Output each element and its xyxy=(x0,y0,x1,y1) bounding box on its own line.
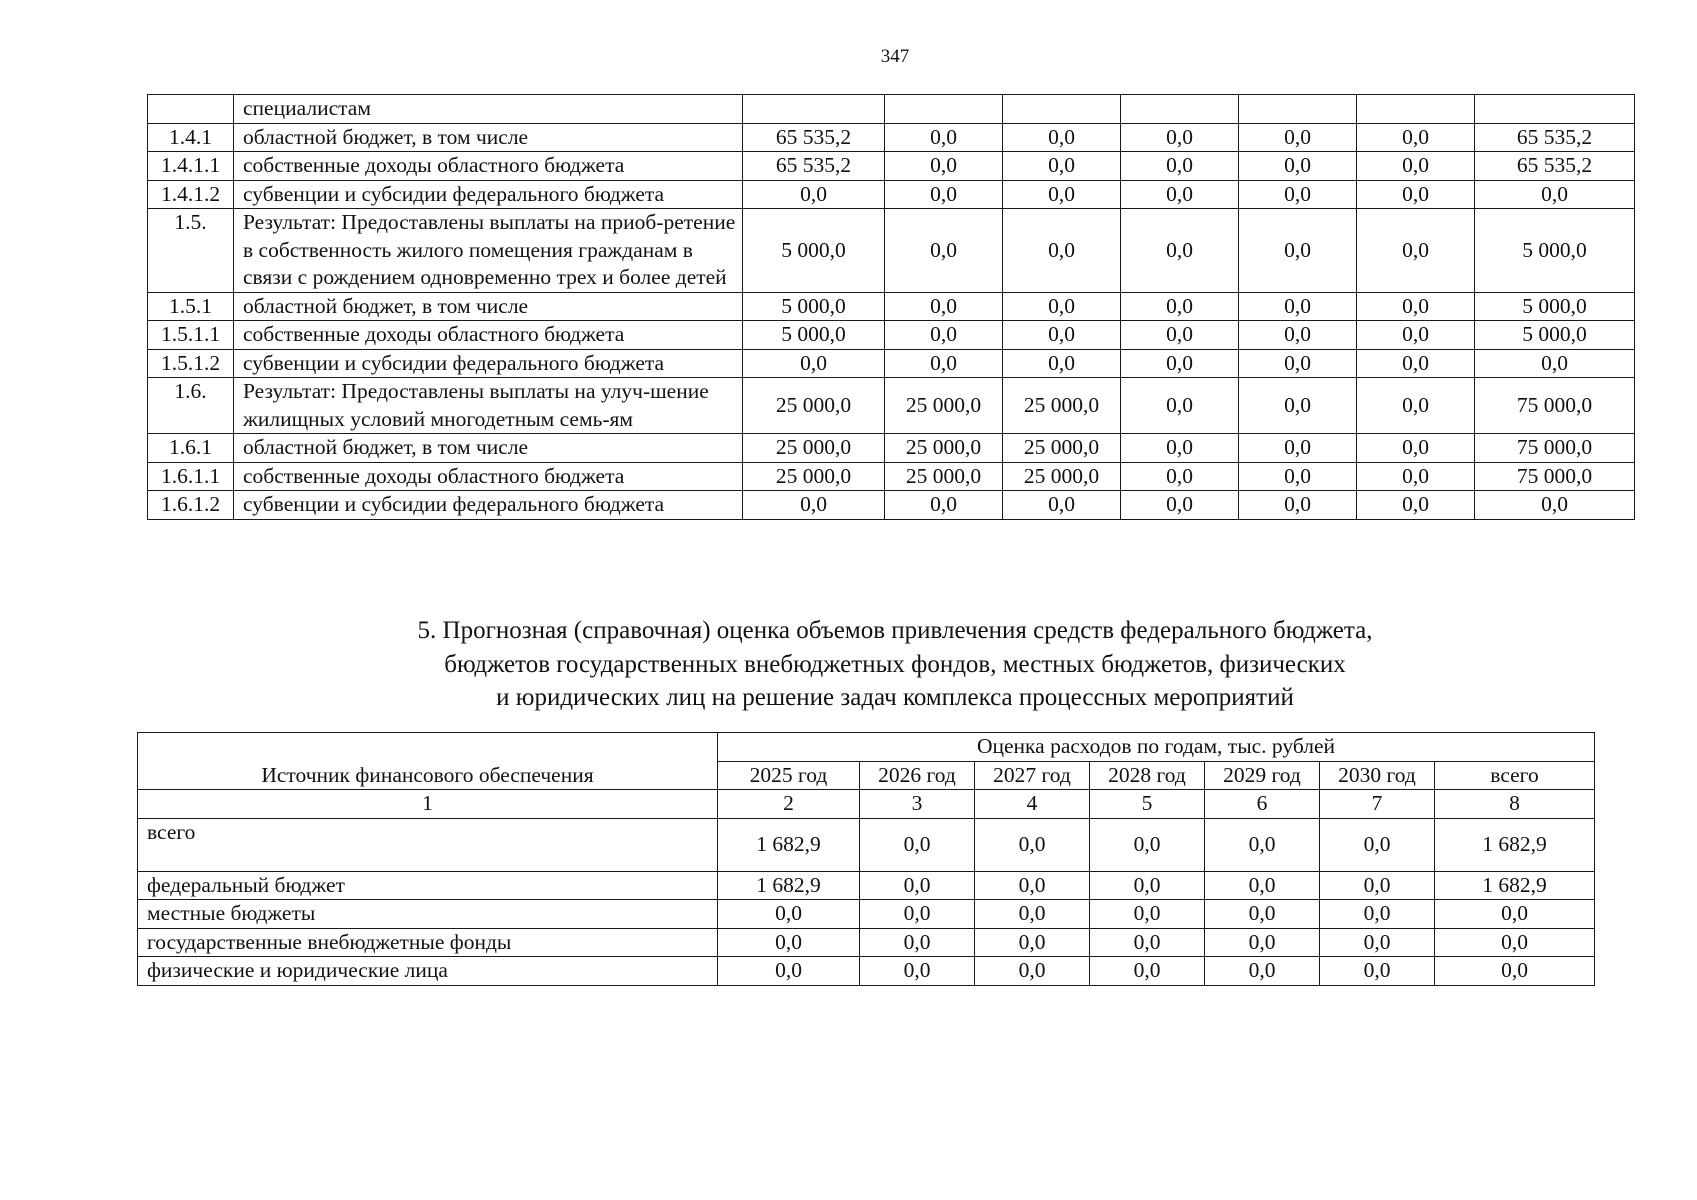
row-name: областной бюджет, в том числе xyxy=(234,123,743,152)
section-title-line-2: бюджетов государственных внебюджетных фондов, местных бюджетов, физических xyxy=(444,650,1346,678)
table-row xyxy=(138,928,1595,957)
row-value xyxy=(1239,95,1357,124)
source-value: 0,0 xyxy=(1090,928,1205,957)
header-group: Оценка расходов по годам, тыс. рублей xyxy=(718,733,1595,762)
row-name: Результат: Предоставлены выплаты на улуч-шение жилищных условий многодетным семь-ям xyxy=(234,378,743,434)
row-value xyxy=(1121,95,1239,124)
source-value: 0,0 xyxy=(1435,900,1595,929)
row-value: 0,0 xyxy=(1121,152,1239,181)
table-row xyxy=(148,180,1635,209)
col-number: 1 xyxy=(138,790,718,819)
header-row-1 xyxy=(138,733,1595,762)
col-number: 3 xyxy=(860,790,975,819)
table-row xyxy=(148,209,1635,293)
row-value: 0,0 xyxy=(1357,152,1475,181)
row-value: 0,0 xyxy=(1357,180,1475,209)
header-year: 2028 год xyxy=(1090,761,1205,790)
row-number: 1.5.1.1 xyxy=(148,321,234,350)
row-value: 25 000,0 xyxy=(885,434,1003,463)
row-number: 1.6.1.1 xyxy=(148,462,234,491)
row-number: 1.4.1 xyxy=(148,123,234,152)
source-value: 0,0 xyxy=(860,900,975,929)
row-value xyxy=(743,95,885,124)
row-value: 0,0 xyxy=(743,349,885,378)
table-row xyxy=(148,152,1635,181)
page-number: 347 xyxy=(880,46,910,67)
source-value: 0,0 xyxy=(718,928,860,957)
source-value: 0,0 xyxy=(1320,818,1435,871)
row-value: 75 000,0 xyxy=(1475,378,1635,434)
source-value: 0,0 xyxy=(1205,871,1320,900)
row-value: 0,0 xyxy=(1357,462,1475,491)
row-value: 25 000,0 xyxy=(743,462,885,491)
row-value: 0,0 xyxy=(1121,180,1239,209)
source-value: 0,0 xyxy=(1205,928,1320,957)
table-row xyxy=(148,378,1635,434)
row-name: областной бюджет, в том числе xyxy=(234,434,743,463)
row-value: 25 000,0 xyxy=(885,462,1003,491)
header-year: 2030 год xyxy=(1320,761,1435,790)
source-value: 0,0 xyxy=(1090,871,1205,900)
source-value: 0,0 xyxy=(1320,928,1435,957)
source-value: 0,0 xyxy=(975,818,1090,871)
row-value: 0,0 xyxy=(1239,292,1357,321)
col-number: 5 xyxy=(1090,790,1205,819)
row-value: 0,0 xyxy=(743,180,885,209)
row-value: 0,0 xyxy=(885,209,1003,293)
row-value: 0,0 xyxy=(885,292,1003,321)
top-table xyxy=(147,94,1635,520)
source-value: 0,0 xyxy=(718,900,860,929)
row-value: 25 000,0 xyxy=(1003,462,1121,491)
source-value: 0,0 xyxy=(1090,957,1205,986)
row-value: 25 000,0 xyxy=(1003,378,1121,434)
row-value: 5 000,0 xyxy=(743,321,885,350)
row-value: 0,0 xyxy=(1239,491,1357,520)
table-row xyxy=(148,462,1635,491)
bottom-table xyxy=(137,732,1595,986)
row-value: 65 535,2 xyxy=(743,123,885,152)
source-value: 0,0 xyxy=(860,957,975,986)
row-value: 0,0 xyxy=(1357,349,1475,378)
section-title-line-3: и юридических лиц на решение задач комплекса процессных мероприятий xyxy=(496,684,1294,711)
row-value: 0,0 xyxy=(1003,152,1121,181)
row-value: 0,0 xyxy=(885,349,1003,378)
source-value: 1 682,9 xyxy=(1435,871,1595,900)
row-value: 0,0 xyxy=(1003,292,1121,321)
source-name: федеральный бюджет xyxy=(138,871,718,900)
table-row xyxy=(148,491,1635,520)
row-value: 0,0 xyxy=(1357,292,1475,321)
row-value: 0,0 xyxy=(1003,349,1121,378)
row-value: 0,0 xyxy=(1475,491,1635,520)
row-value: 0,0 xyxy=(1003,123,1121,152)
row-name: субвенции и субсидии федерального бюджета xyxy=(234,180,743,209)
row-value: 0,0 xyxy=(885,152,1003,181)
row-value: 0,0 xyxy=(1121,209,1239,293)
source-value: 0,0 xyxy=(975,928,1090,957)
header-row-numbers xyxy=(138,790,1595,819)
table-row xyxy=(148,349,1635,378)
row-name: собственные доходы областного бюджета xyxy=(234,152,743,181)
source-value: 0,0 xyxy=(1320,900,1435,929)
row-value: 0,0 xyxy=(1239,434,1357,463)
col-number: 4 xyxy=(975,790,1090,819)
table-row xyxy=(138,871,1595,900)
row-value: 0,0 xyxy=(743,491,885,520)
row-value: 0,0 xyxy=(1239,123,1357,152)
source-name: физические и юридические лица xyxy=(138,957,718,986)
row-value xyxy=(1357,95,1475,124)
row-number: 1.5.1.2 xyxy=(148,349,234,378)
source-name: всего xyxy=(138,818,718,871)
source-value: 1 682,9 xyxy=(718,818,860,871)
row-value: 25 000,0 xyxy=(743,434,885,463)
row-name: собственные доходы областного бюджета xyxy=(234,462,743,491)
row-value: 0,0 xyxy=(1121,321,1239,350)
row-value: 0,0 xyxy=(1121,491,1239,520)
row-value: 0,0 xyxy=(1121,292,1239,321)
row-value: 0,0 xyxy=(1003,180,1121,209)
row-value: 5 000,0 xyxy=(1475,321,1635,350)
row-value: 0,0 xyxy=(1357,209,1475,293)
row-number: 1.5.1 xyxy=(148,292,234,321)
source-value: 1 682,9 xyxy=(1435,818,1595,871)
table-row xyxy=(148,292,1635,321)
row-value: 0,0 xyxy=(1121,349,1239,378)
row-value: 0,0 xyxy=(1239,321,1357,350)
source-value: 0,0 xyxy=(1090,900,1205,929)
row-value: 5 000,0 xyxy=(743,209,885,293)
row-value: 0,0 xyxy=(1121,378,1239,434)
row-value xyxy=(1475,95,1635,124)
source-value: 0,0 xyxy=(1435,957,1595,986)
row-number: 1.5. xyxy=(148,209,234,293)
source-value: 0,0 xyxy=(1205,900,1320,929)
row-name: субвенции и субсидии федерального бюджета xyxy=(234,491,743,520)
table-row xyxy=(138,818,1595,871)
row-number: 1.6.1 xyxy=(148,434,234,463)
row-value: 0,0 xyxy=(1357,378,1475,434)
row-value: 75 000,0 xyxy=(1475,434,1635,463)
header-year: 2027 год xyxy=(975,761,1090,790)
row-value: 0,0 xyxy=(1121,434,1239,463)
row-value xyxy=(885,95,1003,124)
source-value: 0,0 xyxy=(1435,928,1595,957)
row-value: 0,0 xyxy=(1357,491,1475,520)
row-value: 25 000,0 xyxy=(1003,434,1121,463)
row-value: 5 000,0 xyxy=(1475,292,1635,321)
header-year: 2026 год xyxy=(860,761,975,790)
header-year: 2029 год xyxy=(1205,761,1320,790)
header-source: Источник финансового обеспечения xyxy=(138,733,718,790)
table-row xyxy=(138,900,1595,929)
row-value: 0,0 xyxy=(1239,152,1357,181)
col-number: 6 xyxy=(1205,790,1320,819)
col-number: 8 xyxy=(1435,790,1595,819)
row-value: 0,0 xyxy=(1357,321,1475,350)
row-value: 0,0 xyxy=(885,321,1003,350)
source-value: 0,0 xyxy=(1090,818,1205,871)
row-value: 5 000,0 xyxy=(1475,209,1635,293)
row-value: 25 000,0 xyxy=(885,378,1003,434)
row-value: 0,0 xyxy=(1357,123,1475,152)
row-name: субвенции и субсидии федерального бюджета xyxy=(234,349,743,378)
table-row xyxy=(148,95,1635,124)
row-number xyxy=(148,95,234,124)
table-row xyxy=(148,434,1635,463)
header-year: 2025 год xyxy=(718,761,860,790)
source-value: 0,0 xyxy=(1320,957,1435,986)
row-value: 0,0 xyxy=(1239,349,1357,378)
source-value: 0,0 xyxy=(975,957,1090,986)
row-value xyxy=(1003,95,1121,124)
source-value: 0,0 xyxy=(1320,871,1435,900)
row-name: Результат: Предоставлены выплаты на приоб-ретение в собственность жилого помещения гражданам в связи с рождением одновременно трех и более детей xyxy=(234,209,743,293)
source-value: 0,0 xyxy=(860,928,975,957)
row-name: специалистам xyxy=(234,95,743,124)
table-row xyxy=(148,321,1635,350)
row-value: 65 535,2 xyxy=(1475,123,1635,152)
row-value: 0,0 xyxy=(1239,209,1357,293)
row-value: 0,0 xyxy=(1475,180,1635,209)
row-value: 0,0 xyxy=(1357,434,1475,463)
row-name: областной бюджет, в том числе xyxy=(234,292,743,321)
row-value: 0,0 xyxy=(1003,321,1121,350)
header-year: всего xyxy=(1435,761,1595,790)
source-value: 0,0 xyxy=(718,957,860,986)
row-value: 0,0 xyxy=(885,180,1003,209)
col-number: 7 xyxy=(1320,790,1435,819)
row-value: 0,0 xyxy=(1239,462,1357,491)
row-value: 0,0 xyxy=(885,491,1003,520)
row-value: 0,0 xyxy=(1003,209,1121,293)
source-value: 0,0 xyxy=(1205,818,1320,871)
source-value: 0,0 xyxy=(860,818,975,871)
section-title xyxy=(250,614,1540,715)
col-number: 2 xyxy=(718,790,860,819)
row-value: 75 000,0 xyxy=(1475,462,1635,491)
row-value: 0,0 xyxy=(1239,180,1357,209)
row-value: 0,0 xyxy=(1239,378,1357,434)
row-value: 65 535,2 xyxy=(1475,152,1635,181)
row-value: 0,0 xyxy=(1475,349,1635,378)
source-name: государственные внебюджетные фонды xyxy=(138,928,718,957)
row-value: 25 000,0 xyxy=(743,378,885,434)
row-value: 5 000,0 xyxy=(743,292,885,321)
row-number: 1.4.1.1 xyxy=(148,152,234,181)
row-number: 1.4.1.2 xyxy=(148,180,234,209)
section-title-line-1: 5. Прогнозная (справочная) оценка объемов привлечения средств федерального бюджета, xyxy=(417,617,1373,644)
row-value: 65 535,2 xyxy=(743,152,885,181)
source-value: 1 682,9 xyxy=(718,871,860,900)
row-value: 0,0 xyxy=(1121,462,1239,491)
source-value: 0,0 xyxy=(975,871,1090,900)
table-row xyxy=(138,957,1595,986)
row-value: 0,0 xyxy=(885,123,1003,152)
table-row xyxy=(148,123,1635,152)
row-value: 0,0 xyxy=(1121,123,1239,152)
source-name: местные бюджеты xyxy=(138,900,718,929)
row-name: собственные доходы областного бюджета xyxy=(234,321,743,350)
row-value: 0,0 xyxy=(1003,491,1121,520)
source-value: 0,0 xyxy=(975,900,1090,929)
source-value: 0,0 xyxy=(1205,957,1320,986)
row-number: 1.6.1.2 xyxy=(148,491,234,520)
source-value: 0,0 xyxy=(860,871,975,900)
row-number: 1.6. xyxy=(148,378,234,434)
